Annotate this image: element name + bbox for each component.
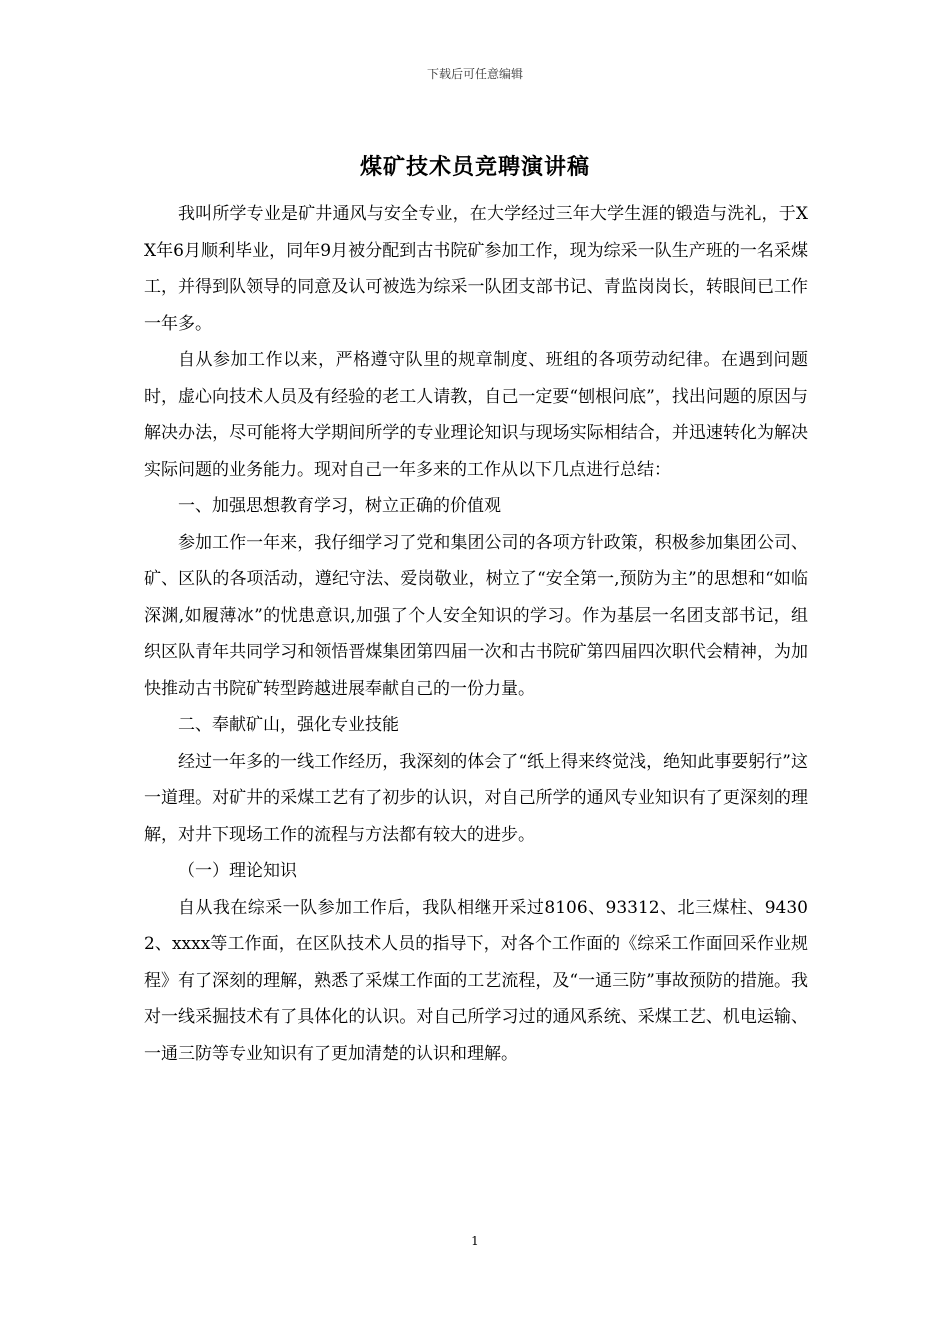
paragraph-section-2: 经过一年多的一线工作经历，我深刻的体会了“纸上得来终觉浅，绝知此事要躬行”这一道理。对矿井的采煤工艺有了初步的认识，对自己所学的通风专业知识有了更深刻的理解，对井下现场工作的流程与方法都有较大的进步。 bbox=[144, 751, 808, 845]
paragraph-subsection-1: 自从我在综采一队参加工作后，我队相继开采过8106、93312、北三煤柱、94302、xxxx等工作面，在区队技术人员的指导下，对各个工作面的《综采工作面回采作业规程》有了深刻的理解，熟悉了采煤工作面的工艺流程，及“一通三防”事故预防的措施。我对一线采掘技术有了具体化的认识。对自己所学习过的通风系统、采煤工艺、机电运输、一通三防等专业知识有了更加清楚的认识和理解。 bbox=[144, 897, 808, 1064]
document-title: 煤矿技术员竞聘演讲稿 bbox=[359, 154, 590, 180]
section-heading-1: 一、加强思想教育学习，树立正确的价值观 bbox=[178, 496, 501, 516]
page-header-note: 下载后可任意编辑 bbox=[426, 67, 523, 81]
paragraph-intro: 我叫所学专业是矿井通风与安全专业，在大学经过三年大学生涯的锻造与洗礼，于XX年6月顺利毕业，同年9月被分配到古书院矿参加工作，现为综采一队生产班的一名采煤工，并得到队领导的同意及认可被选为综采一队团支部书记、青监岗岗长，转眼间已工作一年多。 bbox=[144, 204, 808, 334]
paragraph-work-overview: 自从参加工作以来，严格遵守队里的规章制度、班组的各项劳动纪律。在遇到问题时，虚心向技术人员及有经验的老工人请教，自己一定要“刨根问底”，找出问题的原因与解决办法，尽可能将大学期间所学的专业理论知识与现场实际相结合，并迅速转化为解决实际问题的业务能力。现对自己一年多来的工作从以下几点进行总结： bbox=[144, 350, 808, 480]
section-heading-2: 二、奉献矿山，强化专业技能 bbox=[178, 715, 399, 735]
document-body bbox=[144, 196, 808, 1072]
paragraph-section-1: 参加工作一年来，我仔细学习了党和集团公司的各项方针政策，积极参加集团公司、矿、区队的各项活动，遵纪守法、爱岗敬业，树立了“安全第一,预防为主”的思想和“如临深渊,如履薄冰”的忧患意识,加强了个人安全知识的学习。作为基层一名团支部书记，组织区队青年共同学习和领悟晋煤集团第四届一次和古书院矿第四届四次职代会精神，为加快推动古书院矿转型跨越进展奉献自己的一份力量。 bbox=[144, 532, 808, 699]
subsection-heading-1: （一）理论知识 bbox=[178, 861, 297, 881]
page-number: 1 bbox=[471, 1234, 479, 1248]
